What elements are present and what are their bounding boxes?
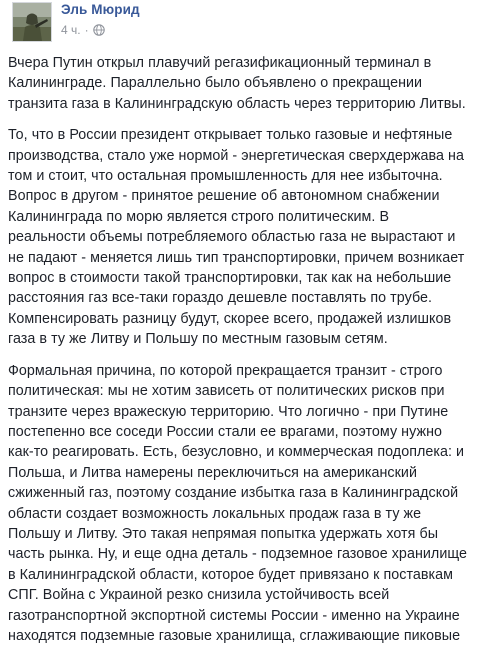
avatar[interactable] xyxy=(12,2,52,42)
post-timestamp-link[interactable]: 4 ч. xyxy=(61,23,81,37)
globe-icon[interactable] xyxy=(93,24,105,36)
author-name-link[interactable]: Эль Мюрид xyxy=(61,2,140,17)
post-meta xyxy=(61,23,105,37)
post-paragraph: Вчера Путин открыл плавучий регазификационный терминал в Калининграде. Параллельно было объявлено о прекращении транзита газа в Калининградскую область через территорию Литвы. xyxy=(8,55,466,112)
meta-separator: · xyxy=(84,23,89,37)
post-body xyxy=(8,53,470,657)
post-header xyxy=(12,0,472,40)
post-paragraph: Формальная причина, по которой прекращается транзит - строго политическая: мы не хотим зависеть от политических рисков при транзите через вражескую территорию. Что логично - при Путине постепенно все соседи России стали ее врагами, поэтому нужно как-то реагировать. Есть, безусловно, и коммерческая подоплека: и Польша, и Литва намерены переключиться на американский сжиженный газ, поэтому создание избытка газа в Калининградской области создает возможность локальных продаж газа в ту же Польшу и Литву. Это такая непрямая попытка удержать хотя бы часть рынка. Ну, и еще одна деталь - подземное газовое хранилище в Калининградской области, которое будет привязано к поставкам СПГ. Война с Украиной резко снизила устойчивость всей газотранспортной экспортной системы России - именно на Украине находятся подземные газовые хранилища, сглаживающие пиковые xyxy=(8,362,468,644)
post-paragraph: То, что в России президент открывает только газовые и нефтяные производства, стало уже нормой - энергетическая сверхдержава на том и стоит, что остальная промышленность для нее избыточна. Вопрос в другом - принятое решение об автономном снабжении Калининграда по морю является строго политическим. В реальности объемы потребляемого областью газа не вырастают и не падают - меняется лишь тип транспортировки, причем возникает вопрос в стоимости такой транспортировки, так как на небольшие расстояния газ все-таки гораздо дешевле поставлять по трубе. Компенсировать разницу будут, скорее всего, продажей излишков газа в ту же Литву и Польшу по местным газовым сетям. xyxy=(8,127,465,348)
avatar-image xyxy=(13,3,51,41)
